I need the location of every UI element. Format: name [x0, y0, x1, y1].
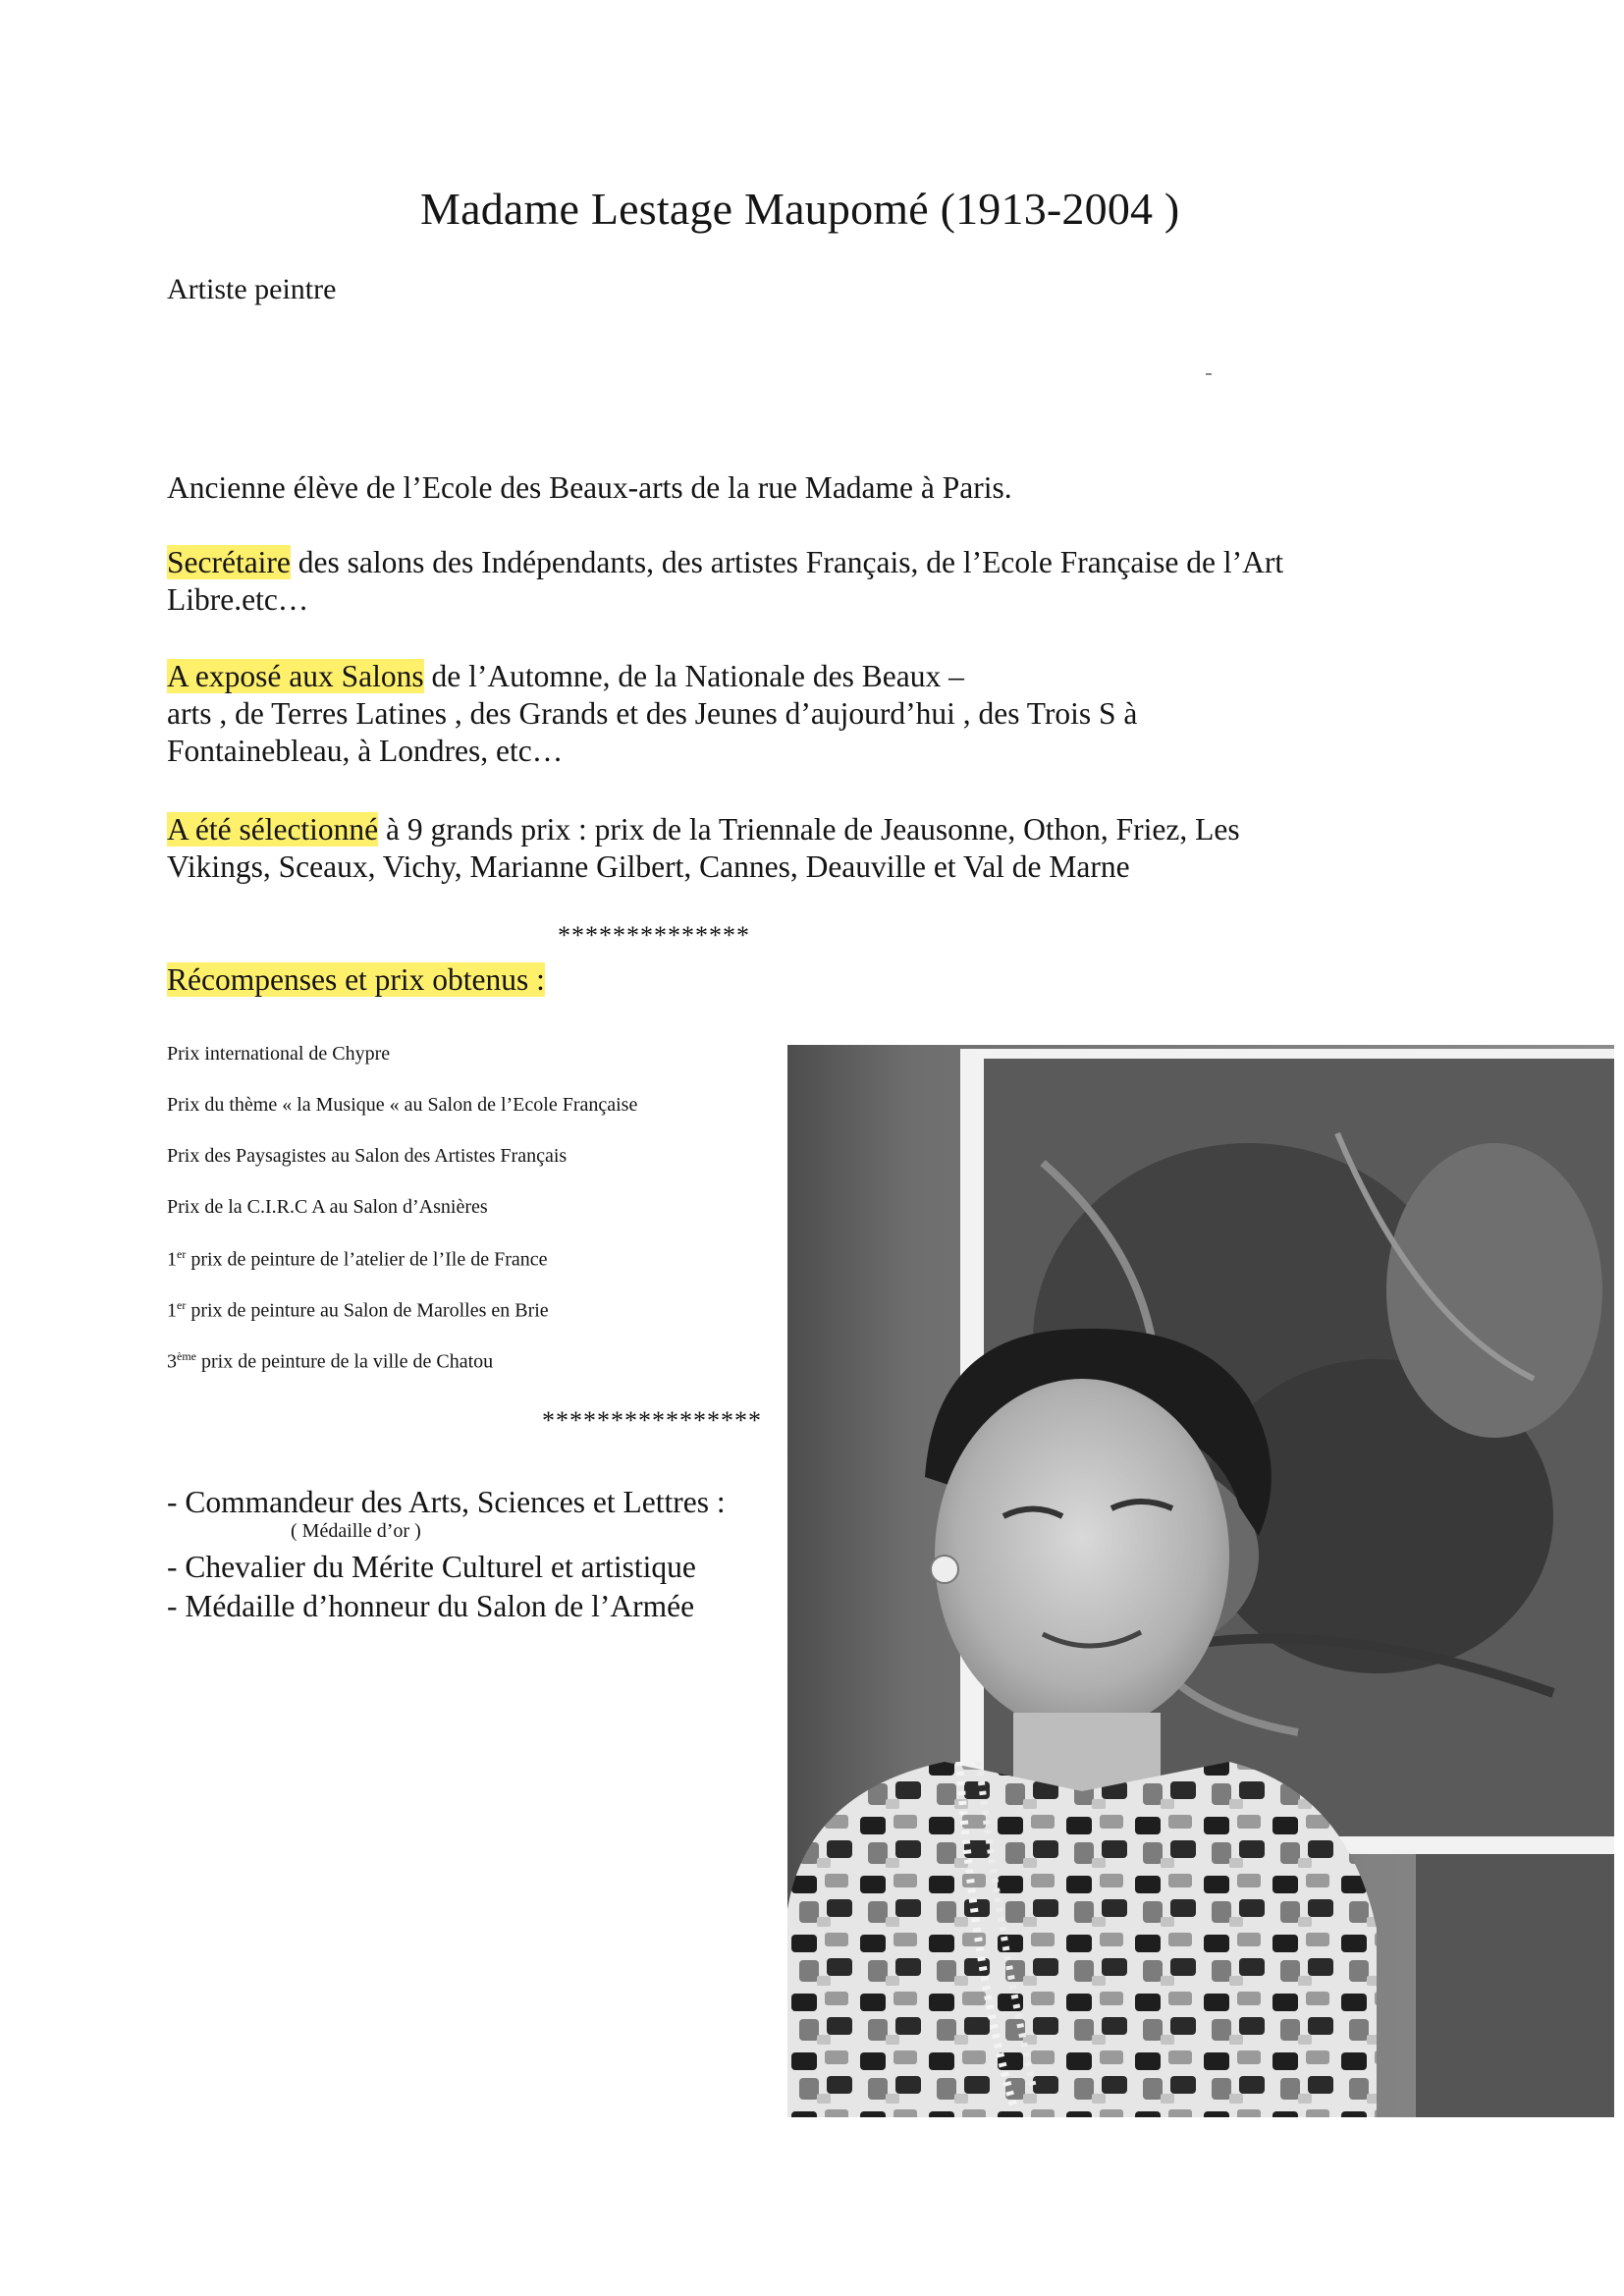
award-item-ranked: [167, 1349, 493, 1374]
honor-commandeur: - Commandeur des Arts, Sciences et Lettres :: [167, 1485, 726, 1519]
highlight-secretaire: Secrétaire: [167, 545, 291, 579]
wall-lower: [1416, 1854, 1614, 2117]
paragraph-exhibitions-line1: de l’Automne, de la Nationale des Beaux –: [423, 659, 964, 693]
honor-medaille: - Médaille d’honneur du Salon de l’Armée: [167, 1589, 695, 1623]
page-subtitle: Artiste peintre: [167, 273, 337, 305]
award-item: Prix international de Chypre: [167, 1043, 391, 1065]
paragraph-education-text: Ancienne élève de l’Ecole des Beaux-arts de la rue Madame à Paris.: [167, 470, 1012, 505]
award-item: Prix du thème « la Musique « au Salon de l’Ecole Française: [167, 1094, 638, 1116]
paragraph-selections: [167, 811, 1240, 886]
paragraph-selections-line2: Vikings, Sceaux, Vichy, Marianne Gilbert, Cannes, Deauville et Val de Marne: [167, 849, 1130, 884]
dress: [787, 1762, 1377, 2117]
award-rank-text: prix de peinture au Salon de Marolles en Brie: [186, 1299, 549, 1322]
award-rank-text: prix de peinture de la ville de Chatou: [196, 1350, 494, 1373]
portrait-photo: [787, 1045, 1614, 2117]
award-rank-number: 1: [167, 1299, 177, 1322]
highlight-selectionne: A été sélectionné: [167, 812, 379, 847]
face: [935, 1379, 1229, 1732]
award-rank-number: 3: [167, 1350, 177, 1373]
paragraph-selections-line1: à 9 grands prix : prix de la Triennale de Jeausonne, Othon, Friez, Les: [378, 812, 1240, 847]
award-item: Prix de la C.I.R.C A au Salon d’Asnières: [167, 1196, 488, 1218]
highlight-expose: A exposé aux Salons: [167, 659, 424, 693]
paragraph-exhibitions: [167, 658, 1137, 770]
award-item: Prix des Paysagistes au Salon des Artistes Français: [167, 1145, 568, 1167]
scan-speck: [1206, 373, 1212, 375]
page-title: Madame Lestage Maupomé (1913-2004 ): [420, 184, 1180, 234]
award-rank-suffix: er: [177, 1298, 187, 1312]
paragraph-secretary-line2: Libre.etc…: [167, 582, 309, 617]
separator-stars: **************: [558, 921, 750, 950]
paragraph-exhibitions-line2: arts , de Terres Latines , des Grands et des Jeunes d’aujourd’hui , des Trois S à: [167, 696, 1138, 731]
paragraph-secretary-line1: des salons des Indépendants, des artistes Français, de l’Ecole Française de l’Art: [290, 545, 1284, 579]
award-rank-suffix: er: [177, 1247, 187, 1261]
award-rank-number: 1: [167, 1248, 177, 1271]
award-rank-suffix: ème: [177, 1349, 196, 1363]
honor-commandeur-note: ( Médaille d’or ): [291, 1520, 421, 1542]
awards-heading-text: Récompenses et prix obtenus :: [167, 962, 545, 997]
earring: [931, 1556, 958, 1583]
awards-heading: [167, 962, 545, 998]
paragraph-exhibitions-line3: Fontainebleau, à Londres, etc…: [167, 734, 564, 768]
paragraph-secretary: [167, 544, 1283, 619]
award-rank-text: prix de peinture de l’atelier de l’Ile de France: [186, 1248, 548, 1271]
separator-stars: ****************: [542, 1406, 762, 1435]
paragraph-education: [167, 469, 1012, 507]
honor-chevalier: - Chevalier du Mérite Culturel et artistique: [167, 1550, 696, 1584]
award-item-ranked: [167, 1298, 549, 1323]
award-item-ranked: [167, 1247, 547, 1272]
